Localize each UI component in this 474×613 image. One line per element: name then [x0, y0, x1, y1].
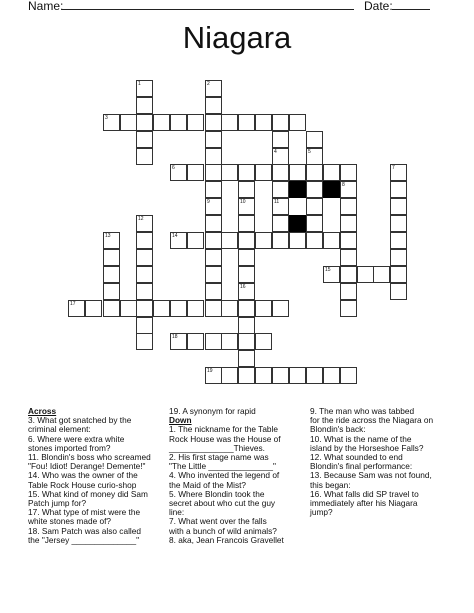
clue-text: Table Rock House curio-shop: [28, 479, 137, 490]
grid-cell[interactable]: [205, 164, 222, 181]
clue-section-heading: Down: [169, 415, 192, 426]
grid-cell[interactable]: [289, 114, 306, 131]
clue-text: 4. Who invented the legend of: [169, 470, 280, 481]
grid-cell[interactable]: [238, 232, 255, 249]
grid-cell[interactable]: [170, 300, 187, 317]
grid-cell[interactable]: [136, 97, 153, 114]
clues-column-3: [310, 407, 450, 517]
grid-cell[interactable]: [255, 367, 272, 384]
clue-text: 9. The man who was tabbed: [310, 406, 415, 416]
clue-text: 2. His first stage name was: [169, 452, 269, 463]
grid-cell[interactable]: [205, 181, 222, 198]
grid-cell[interactable]: [136, 232, 153, 249]
clue-text: this began:: [310, 479, 351, 490]
clue-text: line:: [169, 507, 185, 518]
grid-cell[interactable]: [205, 333, 222, 350]
grid-cell[interactable]: [238, 317, 255, 334]
grid-cell[interactable]: [272, 114, 289, 131]
grid-cell[interactable]: [323, 232, 340, 249]
clue-number: 15: [325, 267, 331, 273]
grid-cell[interactable]: [272, 131, 289, 148]
clue-text: secret about who cut the guy: [169, 498, 276, 509]
grid-cell[interactable]: [136, 333, 153, 350]
grid-cell[interactable]: [221, 333, 238, 350]
clue-text: "Fou! Idiot! Derange! Demente!": [28, 461, 146, 472]
grid-cell[interactable]: [272, 181, 289, 198]
clue-text: Patch jump for?: [28, 498, 87, 509]
clue-text: stones imported from?: [28, 442, 111, 453]
grid-cell[interactable]: [170, 333, 187, 350]
page-title: Niagara: [182, 20, 292, 55]
grid-cell[interactable]: [357, 266, 374, 283]
grid-cell[interactable]: [187, 333, 204, 350]
grid-cell[interactable]: [136, 283, 153, 300]
grid-cell[interactable]: [390, 181, 407, 198]
grid-cell[interactable]: [272, 215, 289, 232]
clue-text: island by the Horseshoe Falls?: [310, 442, 424, 453]
clue-text: jump?: [310, 507, 333, 518]
grid-cell[interactable]: [272, 367, 289, 384]
clue-text: "The Little ______________": [169, 461, 276, 472]
grid-cell[interactable]: [187, 164, 204, 181]
clue-text: 18. Sam Patch was also called: [28, 525, 141, 536]
grid-cell[interactable]: [205, 367, 222, 384]
grid-cell[interactable]: [255, 333, 272, 350]
grid-cell[interactable]: [340, 164, 357, 181]
grid-cell[interactable]: [306, 198, 323, 215]
clue-number: 10: [240, 199, 246, 205]
clue-text: 19. A synonym for rapid: [169, 406, 256, 416]
grid-cell[interactable]: [68, 300, 85, 317]
clue-number: 4: [274, 149, 277, 155]
grid-cell[interactable]: [255, 300, 272, 317]
grid-cell[interactable]: [238, 164, 255, 181]
grid-cell[interactable]: [390, 266, 407, 283]
black-cell: [289, 215, 306, 232]
grid-cell[interactable]: [153, 114, 170, 131]
grid-cell[interactable]: [187, 300, 204, 317]
grid-cell[interactable]: [238, 283, 255, 300]
grid-cell[interactable]: [340, 367, 357, 384]
grid-cell[interactable]: [170, 164, 187, 181]
grid-cell[interactable]: [272, 232, 289, 249]
clue-text: 6. Where were extra white: [28, 433, 125, 444]
grid-cell[interactable]: [205, 300, 222, 317]
grid-cell[interactable]: [103, 266, 120, 283]
grid-cell[interactable]: [238, 300, 255, 317]
grid-cell[interactable]: [340, 283, 357, 300]
grid-cell[interactable]: [205, 198, 222, 215]
grid-cell[interactable]: [221, 367, 238, 384]
clue-section-heading: Across: [28, 406, 57, 416]
grid-cell[interactable]: [289, 164, 306, 181]
clue-text: 8. aka, Jean Francois Gravellet: [169, 534, 284, 545]
clue-text: 16. What falls did SP travel to: [310, 488, 419, 499]
grid-cell[interactable]: [120, 114, 137, 131]
grid-cell[interactable]: [340, 232, 357, 249]
grid-cell[interactable]: [306, 215, 323, 232]
grid-cell[interactable]: [205, 80, 222, 97]
grid-cell[interactable]: [136, 317, 153, 334]
grid-cell[interactable]: [238, 249, 255, 266]
grid-cell[interactable]: [136, 114, 153, 131]
grid-cell[interactable]: [238, 114, 255, 131]
grid-cell[interactable]: [221, 300, 238, 317]
grid-cell[interactable]: [187, 232, 204, 249]
grid-cell[interactable]: [306, 181, 323, 198]
grid-cell[interactable]: [323, 266, 340, 283]
grid-cell[interactable]: [238, 198, 255, 215]
grid-cell[interactable]: [390, 232, 407, 249]
grid-cell[interactable]: [272, 198, 289, 215]
grid-cell[interactable]: [120, 300, 137, 317]
grid-cell[interactable]: [238, 181, 255, 198]
clue-text: with a bunch of wild animals?: [169, 525, 277, 536]
grid-cell[interactable]: [205, 266, 222, 283]
clue-number: 13: [105, 233, 111, 239]
grid-cell[interactable]: [136, 215, 153, 232]
clues-column-2: [169, 407, 309, 545]
grid-cell[interactable]: [103, 114, 120, 131]
grid-cell[interactable]: [221, 164, 238, 181]
clue-text: 14. Who was the owner of the: [28, 470, 138, 481]
grid-cell[interactable]: [238, 333, 255, 350]
clue-text: the "Jersey ______________": [28, 534, 140, 545]
grid-cell[interactable]: [187, 114, 204, 131]
clue-text: 10. What is the name of the: [310, 433, 412, 444]
clue-number: 17: [70, 301, 76, 307]
grid-cell[interactable]: [289, 367, 306, 384]
clue-text: 5. Where Blondin took the: [169, 488, 265, 499]
grid-cell[interactable]: [170, 232, 187, 249]
date-label: Date:: [364, 0, 393, 13]
grid-cell[interactable]: [238, 367, 255, 384]
grid-cell[interactable]: [205, 283, 222, 300]
clue-text: 3. What got snatched by the: [28, 415, 132, 426]
grid-cell[interactable]: [85, 300, 102, 317]
grid-cell[interactable]: [238, 215, 255, 232]
grid-cell[interactable]: [153, 300, 170, 317]
grid-cell[interactable]: [205, 97, 222, 114]
grid-cell[interactable]: [272, 164, 289, 181]
grid-cell[interactable]: [103, 232, 120, 249]
clues-column-1: [28, 407, 168, 545]
clue-number: 1: [138, 81, 141, 87]
grid-cell[interactable]: [103, 300, 120, 317]
clue-number: 12: [138, 216, 144, 222]
clue-text: Blondin's final performance:: [310, 461, 413, 472]
grid-cell[interactable]: [238, 266, 255, 283]
clue-text: 15. What kind of money did Sam: [28, 488, 148, 499]
grid-cell[interactable]: [390, 283, 407, 300]
grid-cell[interactable]: [205, 215, 222, 232]
clue-number: 14: [172, 233, 178, 239]
grid-cell[interactable]: [390, 215, 407, 232]
grid-cell[interactable]: [272, 300, 289, 317]
grid-cell[interactable]: [221, 114, 238, 131]
clue-text: immediately after his Niagara: [310, 498, 418, 509]
clue-number: 7: [392, 165, 395, 171]
clue-number: 11: [274, 199, 280, 205]
clue-text: the Maid of the Mist?: [169, 479, 247, 490]
clue-number: 9: [207, 199, 210, 205]
grid-cell[interactable]: [103, 249, 120, 266]
grid-cell[interactable]: [323, 164, 340, 181]
grid-cell[interactable]: [136, 148, 153, 165]
clue-number: 6: [172, 165, 175, 171]
clue-text: 17. What type of mist were the: [28, 507, 141, 518]
clue-text: criminal element:: [28, 424, 91, 435]
grid-cell[interactable]: [340, 266, 357, 283]
grid-cell[interactable]: [340, 300, 357, 317]
clue-number: 8: [342, 182, 345, 188]
grid-cell[interactable]: [255, 164, 272, 181]
clue-number: 2: [207, 81, 210, 87]
clue-text: 11. Blondin's boss who screamed: [28, 452, 151, 463]
grid-cell[interactable]: [390, 249, 407, 266]
grid-cell[interactable]: [136, 131, 153, 148]
grid-cell[interactable]: [136, 80, 153, 97]
grid-cell[interactable]: [255, 232, 272, 249]
clue-text: for the ride across the Niagara on: [310, 415, 434, 426]
grid-cell[interactable]: [205, 131, 222, 148]
grid-cell[interactable]: [306, 164, 323, 181]
grid-cell[interactable]: [136, 300, 153, 317]
clue-text: 1. The nickname for the Table: [169, 424, 279, 435]
grid-cell[interactable]: [238, 350, 255, 367]
grid-cell[interactable]: [103, 283, 120, 300]
grid-cell[interactable]: [323, 367, 340, 384]
grid-cell[interactable]: [205, 249, 222, 266]
grid-cell[interactable]: [340, 215, 357, 232]
grid-cell[interactable]: [306, 367, 323, 384]
clue-number: 3: [105, 115, 108, 121]
name-label: Name:: [28, 0, 64, 13]
grid-cell[interactable]: [373, 266, 390, 283]
grid-cell[interactable]: [390, 164, 407, 181]
grid-cell[interactable]: [306, 131, 323, 148]
clue-number: 16: [240, 284, 246, 290]
clue-text: white stones made of?: [28, 516, 112, 527]
clue-number: 18: [172, 334, 178, 340]
grid-cell[interactable]: [221, 232, 238, 249]
clue-text: 13. Because Sam was not found,: [310, 470, 432, 481]
black-cell: [323, 181, 340, 198]
grid-cell[interactable]: [205, 148, 222, 165]
clue-text: 7. What went over the falls: [169, 516, 267, 527]
clue-number: 5: [308, 149, 311, 155]
grid-cell[interactable]: [340, 249, 357, 266]
grid-cell[interactable]: [136, 249, 153, 266]
grid-cell[interactable]: [306, 148, 323, 165]
black-cell: [289, 181, 306, 198]
clue-text: 12. What sounded to end: [310, 452, 403, 463]
clue-text: ______________Thieves.: [169, 442, 265, 453]
clue-text: Blondin's back:: [310, 424, 366, 435]
clue-text: Rock House was the House of: [169, 433, 281, 444]
grid-cell[interactable]: [289, 232, 306, 249]
grid-cell[interactable]: [390, 198, 407, 215]
grid-cell[interactable]: [205, 114, 222, 131]
grid-cell[interactable]: [272, 148, 289, 165]
grid-cell[interactable]: [306, 232, 323, 249]
grid-cell[interactable]: [205, 232, 222, 249]
grid-cell[interactable]: [340, 181, 357, 198]
grid-cell[interactable]: [340, 198, 357, 215]
grid-cell[interactable]: [170, 114, 187, 131]
grid-cell[interactable]: [136, 266, 153, 283]
grid-cell[interactable]: [255, 114, 272, 131]
clue-number: 19: [207, 368, 213, 374]
